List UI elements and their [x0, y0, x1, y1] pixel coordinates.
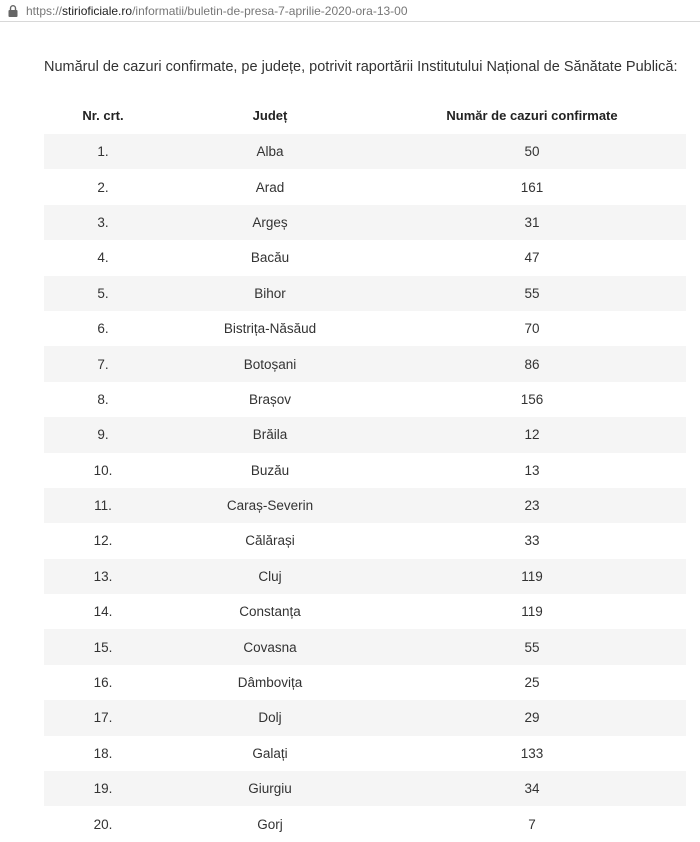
cell-cases: 31 — [524, 214, 540, 230]
cell-cases: 13 — [524, 462, 540, 478]
table-row — [44, 559, 686, 594]
table-header-row — [44, 96, 686, 134]
cell-cases: 29 — [524, 710, 540, 726]
cell-nr: 12. — [93, 533, 113, 549]
cell-nr: 10. — [93, 462, 113, 478]
table-row — [44, 276, 686, 311]
cell-nr: 7. — [97, 356, 109, 372]
table-row — [44, 629, 686, 664]
cell-cases: 47 — [524, 250, 540, 266]
cell-judet: Brăila — [252, 427, 288, 443]
cell-cases: 34 — [524, 781, 540, 797]
url-domain: stirioficiale.ro — [62, 3, 133, 18]
cell-judet: Covasna — [243, 639, 297, 655]
cell-judet: Caraș-Severin — [226, 498, 314, 514]
address-bar[interactable] — [0, 0, 700, 22]
table-row — [44, 736, 686, 771]
cell-judet: Argeș — [252, 214, 288, 230]
cell-nr: 8. — [97, 391, 109, 407]
cell-judet: Cluj — [258, 568, 282, 584]
cell-nr: 4. — [97, 250, 109, 266]
cell-nr: 18. — [93, 745, 113, 761]
cell-judet: Botoșani — [243, 356, 297, 372]
cell-judet: Bihor — [254, 285, 286, 301]
cell-nr: 15. — [93, 639, 113, 655]
table-row — [44, 311, 686, 346]
header-judet: Județ — [252, 107, 288, 123]
cell-nr: 3. — [97, 214, 109, 230]
article-content — [44, 22, 700, 842]
cell-cases: 133 — [520, 745, 544, 761]
cell-nr: 20. — [93, 816, 113, 832]
cell-cases: 119 — [521, 568, 543, 584]
intro-paragraph: Numărul de cazuri confirmate, pe județe, potrivit raportării Institutului Național de Sănătate Publică: — [44, 59, 678, 75]
table-row — [44, 700, 686, 735]
cell-nr: 9. — [97, 427, 109, 443]
cell-cases: 23 — [524, 498, 540, 514]
cell-cases: 55 — [524, 639, 540, 655]
cell-nr: 19. — [93, 781, 113, 797]
cell-judet: Dolj — [258, 710, 282, 726]
cell-judet: Bistrița-Năsăud — [223, 321, 317, 337]
cell-cases: 12 — [524, 427, 540, 443]
cell-nr: 13. — [93, 568, 113, 584]
table-row — [44, 453, 686, 488]
cell-judet: Bacău — [250, 250, 290, 266]
cell-judet: Brașov — [248, 391, 292, 407]
cell-cases: 161 — [520, 179, 544, 195]
table-row — [44, 134, 686, 169]
cell-nr: 16. — [93, 675, 113, 691]
cell-judet: Alba — [256, 144, 284, 160]
cell-judet: Arad — [255, 179, 285, 195]
cell-judet: Gorj — [257, 816, 283, 832]
cell-nr: 14. — [93, 604, 113, 620]
url-prefix: https:// — [26, 3, 63, 18]
cell-cases: 50 — [524, 144, 540, 160]
cell-cases: 70 — [524, 321, 540, 337]
cell-nr: 5. — [97, 285, 109, 301]
table-row — [44, 417, 686, 452]
table-row — [44, 382, 686, 417]
cell-cases: 25 — [524, 675, 540, 691]
header-nr-crt: Nr. crt. — [82, 107, 124, 123]
cell-judet: Buzău — [250, 462, 290, 478]
cell-nr: 11. — [94, 498, 112, 514]
cell-nr: 6. — [97, 321, 109, 337]
cell-nr: 2. — [97, 179, 109, 195]
cell-cases: 156 — [520, 391, 544, 407]
cell-judet: Constanța — [239, 604, 301, 620]
table-row — [44, 806, 686, 841]
table-row — [44, 523, 686, 558]
table-row — [44, 771, 686, 806]
cases-table — [44, 96, 686, 842]
cell-judet: Giurgiu — [248, 781, 292, 797]
cell-judet: Călărași — [245, 533, 295, 549]
table-row — [44, 488, 686, 523]
table-row — [44, 169, 686, 204]
table-row — [44, 594, 686, 629]
table-row — [44, 346, 686, 381]
cell-cases: 86 — [524, 356, 540, 372]
cell-judet: Dâmbovița — [237, 675, 303, 691]
cell-judet: Galați — [252, 745, 288, 761]
url-path: /informatii/buletin-de-presa-7-aprilie-2020-ora-13-00 — [132, 3, 408, 18]
table-row — [44, 205, 686, 240]
cell-nr: 17. — [93, 710, 113, 726]
lock-icon — [6, 4, 20, 18]
table-row — [44, 240, 686, 275]
table-row — [44, 665, 686, 700]
cell-cases: 55 — [524, 285, 540, 301]
cell-cases: 119 — [521, 604, 543, 620]
cell-cases: 33 — [524, 533, 540, 549]
header-cases: Număr de cazuri confirmate — [446, 107, 618, 123]
cell-nr: 1. — [97, 144, 109, 160]
url-text[interactable] — [26, 4, 408, 18]
cell-cases: 7 — [528, 816, 536, 832]
